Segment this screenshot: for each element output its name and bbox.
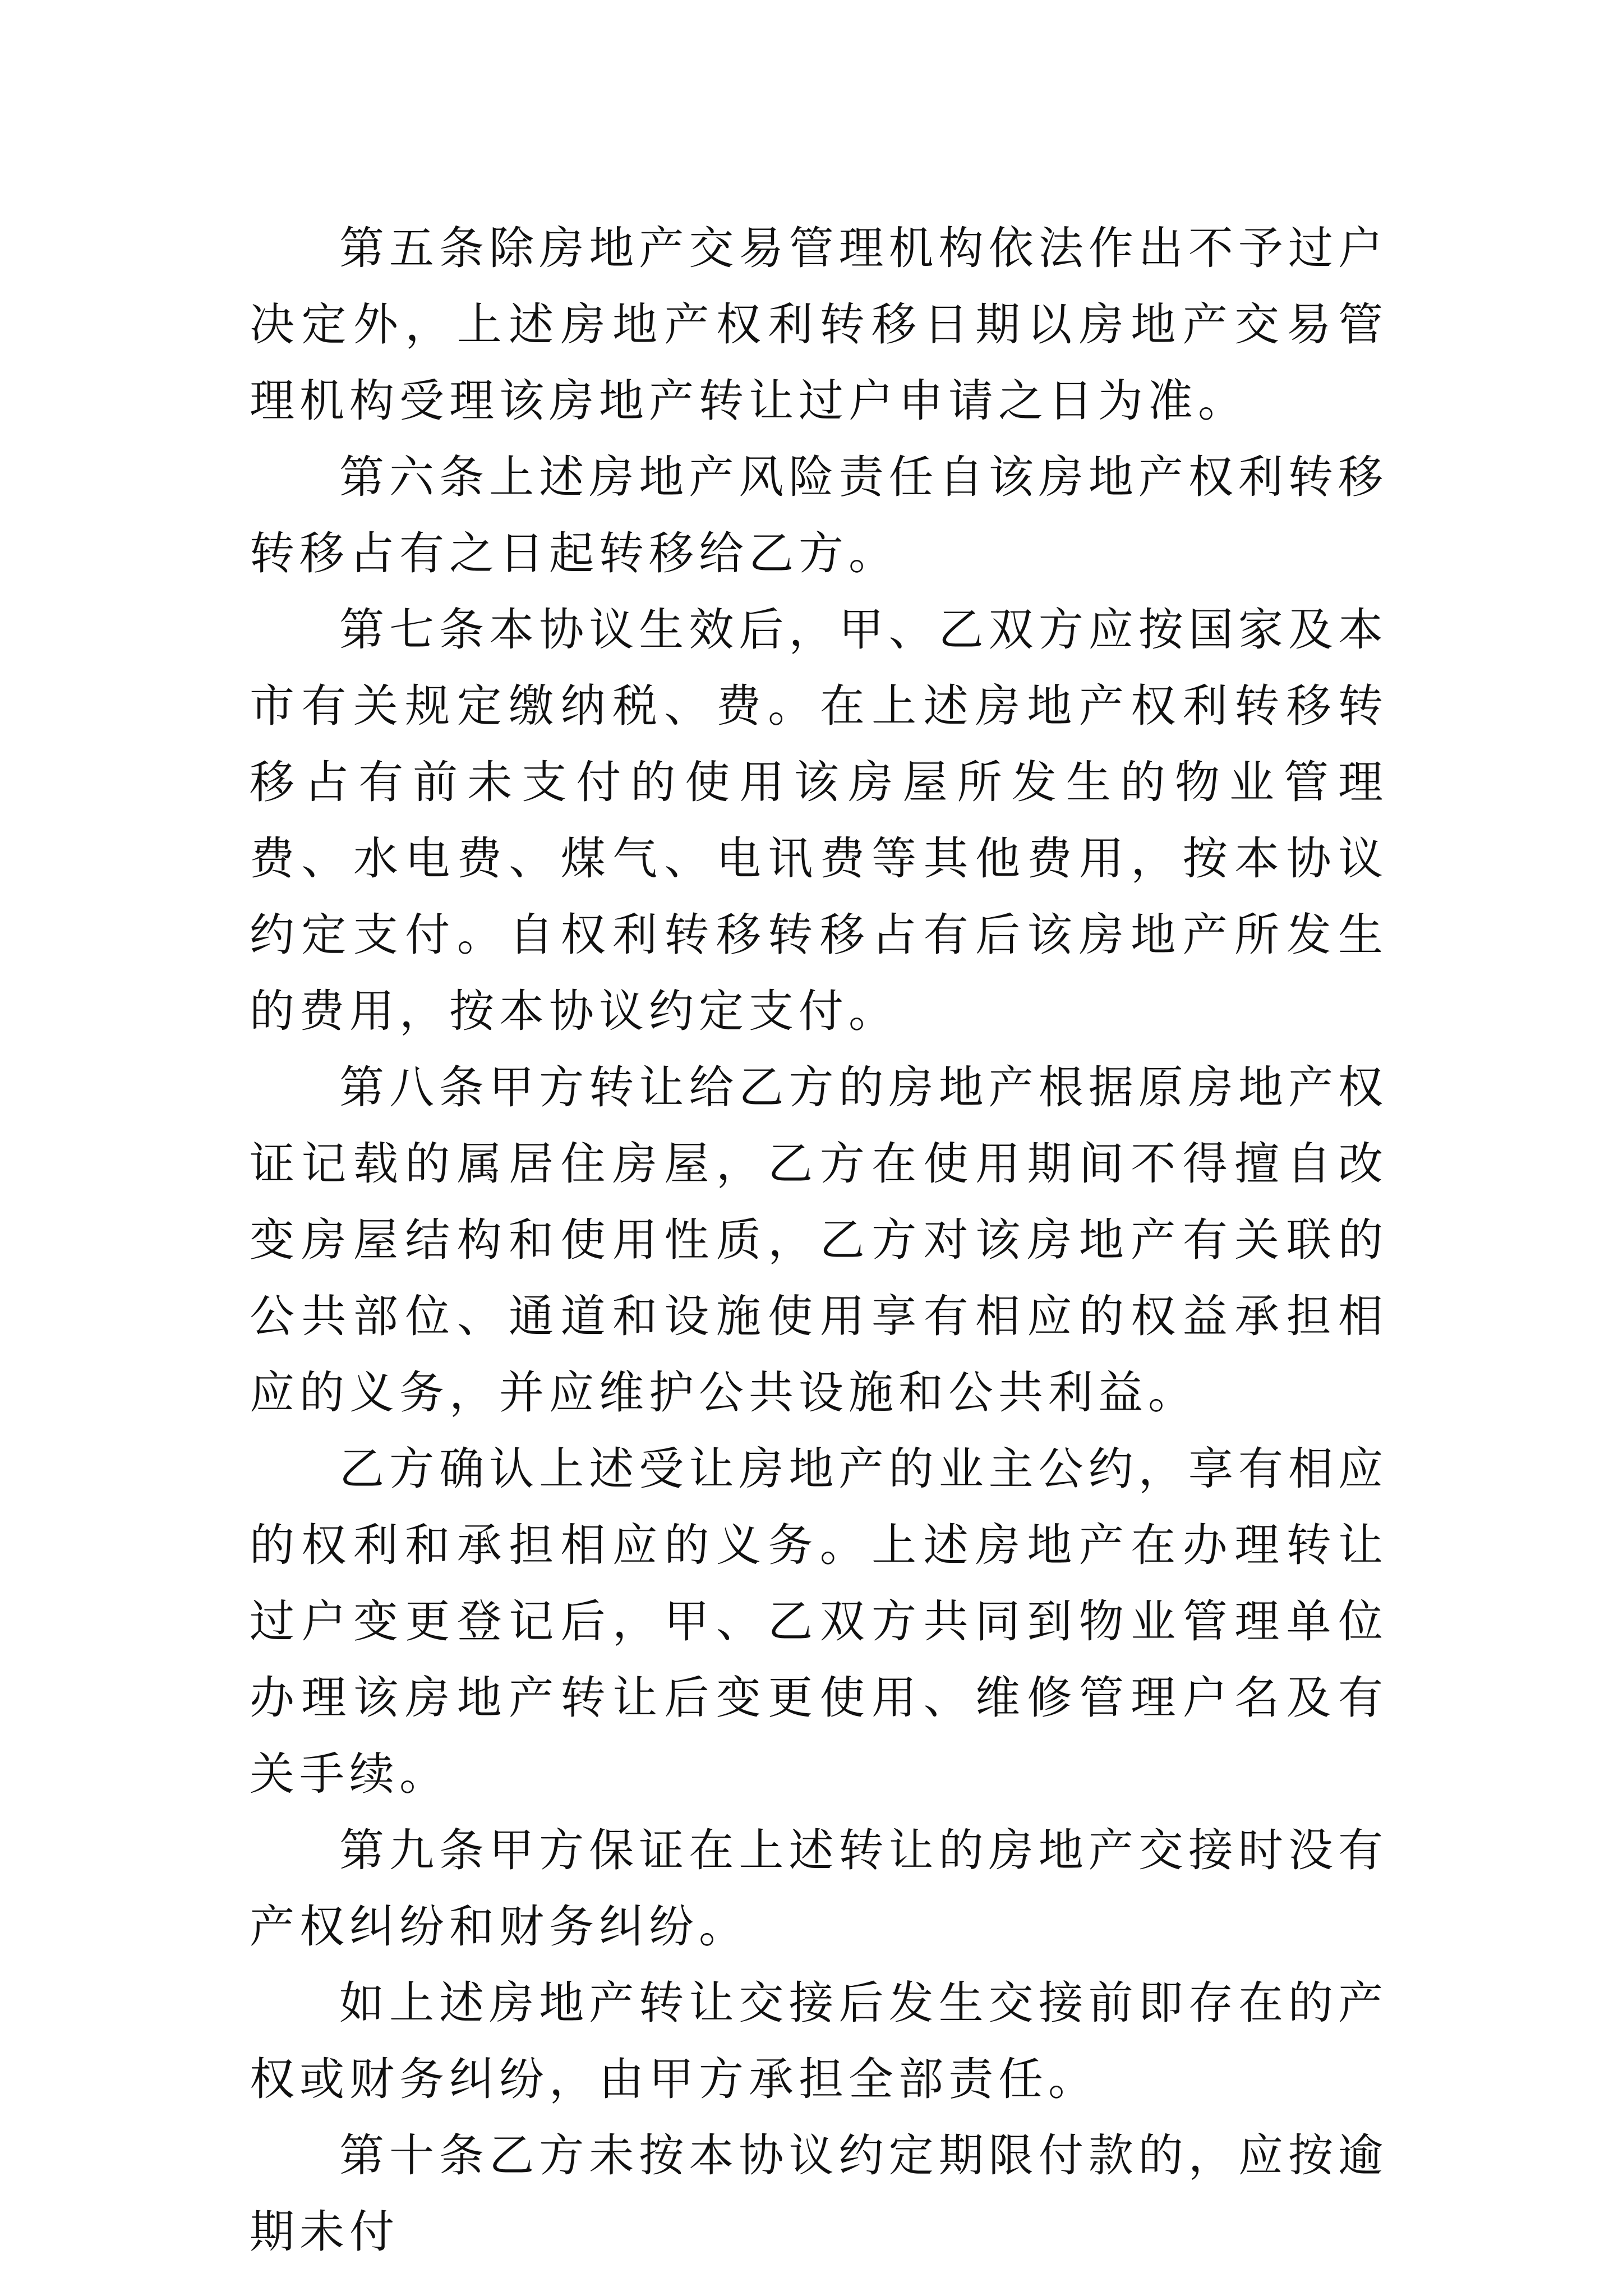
paragraph-article-8-continued: 乙方确认上述受让房地产的业主公约，享有相应的权利和承担相应的义务。上述房地产在办理转让过户变更登记后，甲、乙双方共同到物业管理单位办理该房地产转让后变更使用、维修管理户名及有关手续。 xyxy=(250,1443,1388,1800)
paragraph-article-5: 第五条除房地产交易管理机构依法作出不予过户决定外，上述房地产权利转移日期以房地产交易管理机构受理该房地产转让过户申请之日为准。 xyxy=(250,222,1388,427)
paragraph-article-10: 第十条乙方未按本协议约定期限付款的，应按逾期未付 xyxy=(250,2129,1388,2258)
paragraph-article-9: 第九条甲方保证在上述转让的房地产交接时没有产权纠纷和财务纠纷。 xyxy=(250,1824,1388,1953)
paragraph-article-9-continued: 如上述房地产转让交接后发生交接前即存在的产权或财务纠纷，由甲方承担全部责任。 xyxy=(250,1977,1388,2105)
document-body xyxy=(250,210,1388,2270)
paragraph-article-6: 第六条上述房地产风险责任自该房地产权利转移转移占有之日起转移给乙方。 xyxy=(250,451,1388,579)
paragraph-article-8: 第八条甲方转让给乙方的房地产根据原房地产权证记载的属居住房屋，乙方在使用期间不得擅自改变房屋结构和使用性质，乙方对该房地产有关联的公共部位、通道和设施使用享有相应的权益承担相应的义务，并应维护公共设施和公共利益。 xyxy=(250,1061,1388,1419)
paragraph-article-7: 第七条本协议生效后，甲、乙双方应按国家及本市有关规定缴纳税、费。在上述房地产权利转移转移占有前未支付的使用该房屋所发生的物业管理费、水电费、煤气、电讯费等其他费用，按本协议约定支付。自权利转移转移占有后该房地产所发生的费用，按本协议约定支付。 xyxy=(250,604,1388,1037)
